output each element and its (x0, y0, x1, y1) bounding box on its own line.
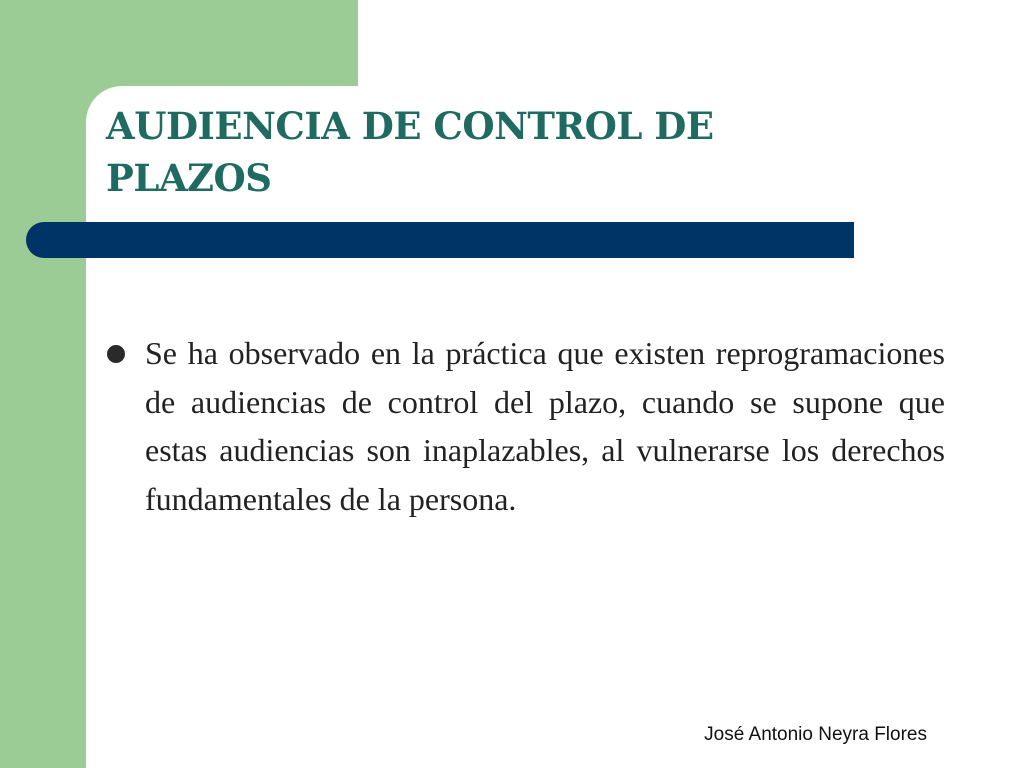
slide-title (106, 100, 866, 204)
slide-title-line-2: PLAZOS (106, 156, 272, 200)
author-footer: José Antonio Neyra Flores (704, 724, 927, 745)
top-white-area (358, 0, 1024, 86)
bullet-text: Se ha observado en la práctica que existen reprogramaciones de audiencias de control del plazo, cuando se supone que estas audiencias son inaplazables, al vulnerarse los derechos fundamentales de la persona. (145, 335, 945, 517)
title-underline-bar (26, 222, 854, 258)
slide-title-line-1: AUDIENCIA DE CONTROL DE (106, 104, 714, 148)
bullet-icon (107, 345, 125, 363)
